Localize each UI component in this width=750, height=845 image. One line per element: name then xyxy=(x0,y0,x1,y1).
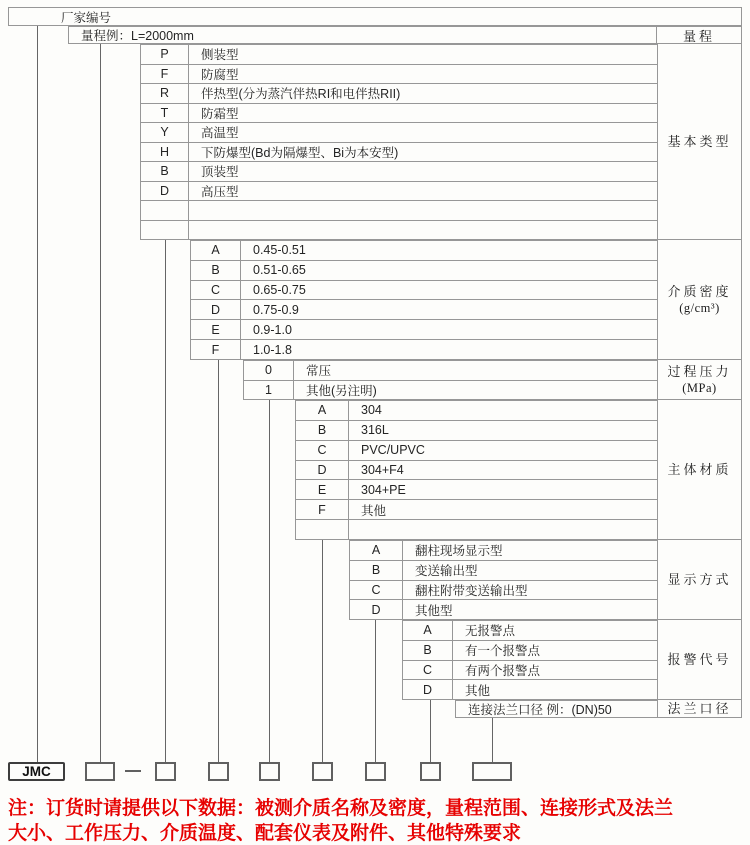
dash-separator xyxy=(125,770,141,772)
code-box-flange xyxy=(472,762,512,781)
desc-cell: 0.45-0.51 xyxy=(253,243,306,258)
label-line: (MPa) xyxy=(682,380,717,395)
code-cell: E xyxy=(296,480,349,499)
table-row xyxy=(191,339,657,359)
section-label-display-mode: 显示方式 xyxy=(657,540,742,620)
table-row xyxy=(141,181,657,201)
flange-example-text: 连接法兰口径 例：(DN)50 xyxy=(468,703,612,717)
section-label-flange-size: 法兰口径 xyxy=(657,700,742,718)
table-row xyxy=(403,660,657,680)
table-row xyxy=(296,440,657,460)
table-row xyxy=(141,161,657,181)
code-cell: B xyxy=(350,561,403,580)
table-row xyxy=(350,599,657,619)
model-code-box: JMC xyxy=(8,762,65,781)
connector-line xyxy=(165,240,166,762)
code-cell: D xyxy=(191,300,241,319)
label-line: 介质密度 xyxy=(667,283,732,299)
table-row xyxy=(296,479,657,499)
desc-cell: 防霜型 xyxy=(201,106,239,121)
code-cell: D xyxy=(350,600,403,619)
code-cell: D xyxy=(403,680,453,699)
process-pressure-table xyxy=(243,360,658,400)
code-cell: A xyxy=(403,621,453,640)
display-mode-table xyxy=(349,540,658,620)
table-row xyxy=(350,560,657,580)
desc-cell: 翻柱附带变送输出型 xyxy=(415,583,528,598)
code-cell: A xyxy=(296,401,349,420)
desc-cell: 顶装型 xyxy=(201,165,239,180)
code-cell: B xyxy=(191,261,241,280)
desc-cell: 有两个报警点 xyxy=(465,663,541,678)
desc-cell: 304 xyxy=(361,403,382,418)
connector-line xyxy=(269,400,270,762)
code-cell xyxy=(296,520,349,539)
desc-cell: 304+F4 xyxy=(361,463,404,477)
section-label-body-material: 主体材质 xyxy=(657,400,742,540)
table-row xyxy=(141,122,657,142)
table-row xyxy=(403,640,657,660)
desc-cell: 304+PE xyxy=(361,482,406,497)
label-line: 过程压力 xyxy=(667,363,732,379)
range-example: 量程例：L=2000mm xyxy=(81,29,194,43)
desc-cell: 有一个报警点 xyxy=(465,644,541,659)
desc-cell: 无报警点 xyxy=(465,624,516,639)
code-box-alarm xyxy=(420,762,441,781)
table-row xyxy=(350,541,657,560)
table-row xyxy=(350,580,657,600)
table-row xyxy=(191,241,657,260)
table-row xyxy=(403,621,657,640)
table-row xyxy=(141,45,657,64)
code-cell: B xyxy=(296,421,349,440)
code-box-density xyxy=(208,762,229,781)
table-row xyxy=(296,401,657,420)
connector-line xyxy=(375,620,376,762)
desc-cell: 高温型 xyxy=(201,126,239,141)
desc-cell: 侧装型 xyxy=(201,48,239,63)
medium-density-table xyxy=(190,240,658,360)
desc-cell: PVC/UPVC xyxy=(361,443,425,458)
order-note-line2: 大小、工作压力、介质温度、配套仪表及附件、其他特殊要求 xyxy=(8,823,522,844)
order-note-line1: 注：订货时请提供以下数据：被测介质名称及密度，量程范围、连接形式及法兰 xyxy=(8,798,674,819)
section-label-medium-density xyxy=(657,240,742,360)
table-row xyxy=(141,103,657,123)
desc-cell: 其他(另注明) xyxy=(306,383,377,398)
table-row xyxy=(456,701,657,717)
code-box-range xyxy=(85,762,115,781)
code-cell: C xyxy=(350,581,403,600)
desc-cell: 高压型 xyxy=(201,184,239,199)
section-label-basic-type: 基本类型 xyxy=(657,44,742,240)
desc-cell: 防腐型 xyxy=(201,67,239,82)
code-box-pressure xyxy=(259,762,280,781)
label-line: (g/cm³) xyxy=(679,300,720,315)
code-cell: Y xyxy=(141,123,189,142)
code-cell: D xyxy=(141,182,189,201)
table-row xyxy=(141,64,657,84)
code-cell xyxy=(141,221,189,240)
connector-line xyxy=(322,540,323,762)
desc-cell: 其他 xyxy=(465,683,491,698)
section-label-alarm-code: 报警代号 xyxy=(657,620,742,700)
table-row xyxy=(296,460,657,480)
table-row xyxy=(191,260,657,280)
code-cell: A xyxy=(191,241,241,260)
desc-cell: 变送输出型 xyxy=(415,564,478,579)
desc-cell: 1.0-1.8 xyxy=(253,342,292,357)
connector-line xyxy=(37,26,38,762)
code-cell xyxy=(141,201,189,220)
code-box-display xyxy=(365,762,386,781)
flange-size-row xyxy=(455,700,658,718)
code-cell: A xyxy=(350,541,403,560)
code-cell: P xyxy=(141,45,189,64)
table-row xyxy=(296,420,657,440)
desc-cell: 316L xyxy=(361,423,389,438)
table-row xyxy=(191,280,657,300)
range-row xyxy=(68,26,742,44)
code-cell: D xyxy=(296,461,349,480)
body-material-table xyxy=(295,400,658,540)
manufacturer-number-box xyxy=(8,7,742,26)
desc-cell: 0.51-0.65 xyxy=(253,263,306,278)
table-row xyxy=(244,380,657,400)
code-cell: R xyxy=(141,84,189,103)
code-cell: F xyxy=(296,500,349,519)
code-cell: C xyxy=(403,661,453,680)
table-row xyxy=(296,499,657,519)
order-note xyxy=(8,796,748,845)
code-cell: C xyxy=(191,281,241,300)
code-box-basic-type xyxy=(155,762,176,781)
desc-cell: 其他 xyxy=(361,503,387,518)
code-cell: B xyxy=(403,641,453,660)
code-cell: H xyxy=(141,143,189,162)
desc-cell: 0.9-1.0 xyxy=(253,322,292,337)
code-cell: 1 xyxy=(244,381,294,400)
basic-type-table xyxy=(140,44,658,240)
code-cell: 0 xyxy=(244,361,294,380)
desc-cell xyxy=(189,221,657,240)
table-row xyxy=(244,361,657,380)
desc-cell: 0.65-0.75 xyxy=(253,283,306,298)
connector-line xyxy=(100,44,101,762)
desc-cell xyxy=(349,520,657,539)
section-label-process-pressure xyxy=(657,360,742,400)
code-cell: F xyxy=(141,65,189,84)
desc-cell: 伴热型(分为蒸汽伴热RI和电伴热RII) xyxy=(201,87,401,102)
table-row xyxy=(141,142,657,162)
desc-cell xyxy=(189,201,657,220)
table-row xyxy=(141,83,657,103)
connector-line xyxy=(430,700,431,762)
code-cell: C xyxy=(296,441,349,460)
desc-cell: 0.75-0.9 xyxy=(253,302,299,317)
connector-line xyxy=(492,718,493,762)
desc-cell: 下防爆型(Bd为隔爆型、Bi为本安型) xyxy=(201,145,399,160)
alarm-code-table xyxy=(402,620,658,700)
desc-cell: 常压 xyxy=(306,364,332,379)
desc-cell: 其他型 xyxy=(415,603,453,618)
manufacturer-number-label: 厂家编号 xyxy=(61,10,112,25)
table-row xyxy=(403,679,657,699)
table-row xyxy=(141,220,657,240)
desc-cell: 翻柱现场显示型 xyxy=(415,544,503,559)
code-box-material xyxy=(312,762,333,781)
table-row xyxy=(296,519,657,539)
section-label-range: 量程 xyxy=(656,27,741,43)
connector-line xyxy=(218,360,219,762)
code-cell: T xyxy=(141,104,189,123)
code-cell: E xyxy=(191,320,241,339)
table-row xyxy=(141,200,657,220)
code-cell: F xyxy=(191,340,241,359)
code-cell: B xyxy=(141,162,189,181)
table-row xyxy=(191,319,657,339)
table-row xyxy=(191,299,657,319)
